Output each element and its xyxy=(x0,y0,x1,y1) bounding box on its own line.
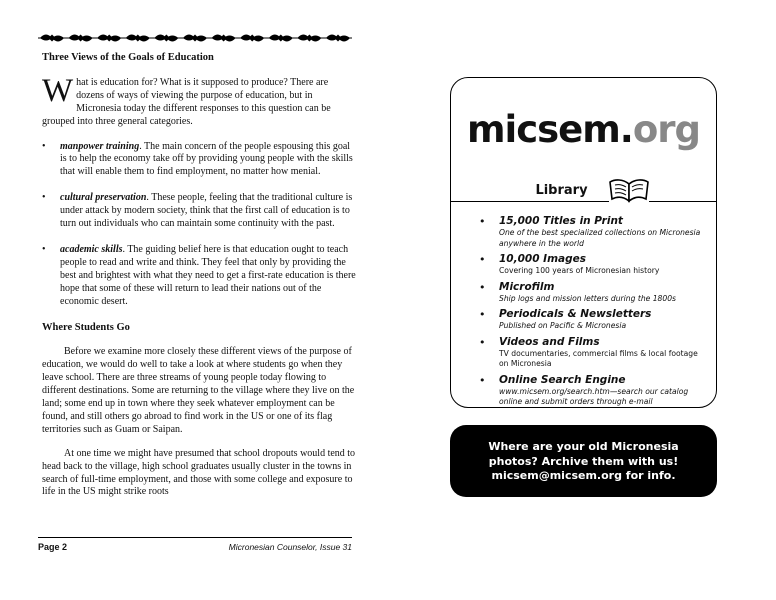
service-title: Microfilm xyxy=(499,280,555,293)
list-item xyxy=(42,244,356,309)
section-heading: Where Students Go xyxy=(42,321,130,333)
bullet-icon: • xyxy=(479,373,486,387)
list-item xyxy=(479,281,709,305)
view-term: cultural preservation xyxy=(60,192,147,204)
body-paragraph: Before we examine more closely these different views of the purpose of education, we would do well to take a look at where students go when they leave school. There are three streams of young people today flowing to different destinations. Some are returning to the village where they live on the land; some end up in town where they seek whatever employment can be found, and still others go abroad to find work in the US or one of its flag territories such as Guam or Saipan. xyxy=(42,346,355,435)
library-label: Library xyxy=(535,183,588,198)
views-list xyxy=(42,141,356,309)
ornament-motif xyxy=(40,34,64,41)
bullet-icon: • xyxy=(479,335,486,349)
drop-cap: W xyxy=(42,72,74,109)
list-item xyxy=(479,215,709,249)
micsem-library-ad xyxy=(450,77,717,408)
service-title: Videos and Films xyxy=(499,335,600,348)
bullet-icon: • xyxy=(479,215,486,228)
ornament-motif xyxy=(183,34,207,41)
service-description: Published on Pacific & Micronesia xyxy=(499,321,627,330)
bullet-icon: • xyxy=(479,253,486,266)
list-item xyxy=(42,141,356,180)
service-title: 15,000 Titles in Print xyxy=(499,215,623,227)
banner-line: Where are your old Micronesia xyxy=(488,440,679,453)
view-term: manpower training xyxy=(60,140,140,152)
logo-tld: org xyxy=(632,108,701,151)
view-term: academic skills xyxy=(60,243,123,255)
footer-divider xyxy=(38,537,352,538)
list-item xyxy=(42,192,356,231)
bullet-icon: • xyxy=(479,308,486,321)
list-item xyxy=(479,308,709,332)
ornament-motif xyxy=(326,34,350,41)
micsem-logo xyxy=(451,108,716,151)
library-divider xyxy=(451,201,716,202)
view-text: . These people, feeling that the traditional culture is under attack by modern society, think that the first call of education is to turn out individuals who can maintain some continuity with the past. xyxy=(60,192,353,230)
ornament-motif xyxy=(154,34,178,41)
open-book-icon xyxy=(609,174,649,204)
ornament-motif xyxy=(269,34,293,41)
bullet-icon: • xyxy=(42,243,46,255)
publication-name: Micronesian Counselor, Issue 31 xyxy=(228,542,352,552)
bullet-icon: • xyxy=(42,192,46,204)
bullet-icon: • xyxy=(479,280,486,294)
ornament-motif xyxy=(126,34,150,41)
service-title: Periodicals & Newsletters xyxy=(499,308,652,320)
services-list xyxy=(479,215,709,412)
article-column xyxy=(42,52,356,499)
list-item xyxy=(479,374,709,408)
service-description: TV documentaries, commercial films & local footage on Micronesia xyxy=(499,348,698,368)
intro-paragraph xyxy=(42,72,356,129)
service-description: Covering 100 years of Micronesian history xyxy=(499,266,660,275)
photo-archive-banner xyxy=(450,425,717,497)
bullet-icon: • xyxy=(42,140,46,152)
view-text: . The main concern of the people espousing this goal is to help the economy take off by providing young people with the skills that will enable them to find employment, no matter how menial. xyxy=(60,140,353,178)
banner-line: photos? Archive them with us! xyxy=(488,454,679,468)
intro-text: hat is education for? What is it supposed to produce? There are dozens of ways of viewing the purpose of education, but in Micronesia today the different responses to this question can be grouped into three general categories. xyxy=(42,76,331,127)
ornament-motif xyxy=(240,34,264,41)
service-title: 10,000 Images xyxy=(499,253,586,265)
article-title: Three Views of the Goals of Education xyxy=(42,52,214,63)
ornament-motif xyxy=(297,34,321,41)
ornament-motif xyxy=(69,34,93,41)
service-description: One of the best specialized collections on Micronesia anywhere in the world xyxy=(499,228,701,248)
service-description: www.micsem.org/search.htm—search our catalog online and submit orders through e-mail xyxy=(499,386,689,406)
banner-email: micsem@micsem.org for info. xyxy=(491,469,676,482)
service-description: Ship logs and mission letters during the 1800s xyxy=(499,293,676,303)
decorative-border-ornament xyxy=(38,31,352,45)
view-text: . The guiding belief here is that education ought to teach people to read and write and think. They feel that only by providing the best and brightest with what they need to get a first-rate education is there hope that some of these will return to lead their nations out of the economic desert. xyxy=(60,243,356,307)
page-number: Page 2 xyxy=(38,542,68,552)
logo-main: micsem. xyxy=(466,108,633,151)
ornament-motif xyxy=(212,34,236,41)
list-item xyxy=(479,253,709,277)
list-item xyxy=(479,336,709,370)
body-paragraph: At one time we might have presumed that school dropouts would tend to head back to the village, high school graduates usually cluster in the towns in search of full-time employment, and those with some college and exposure to life in the US might strike roots xyxy=(42,447,356,498)
ornament-motif xyxy=(97,34,121,41)
service-title: Online Search Engine xyxy=(499,373,626,386)
